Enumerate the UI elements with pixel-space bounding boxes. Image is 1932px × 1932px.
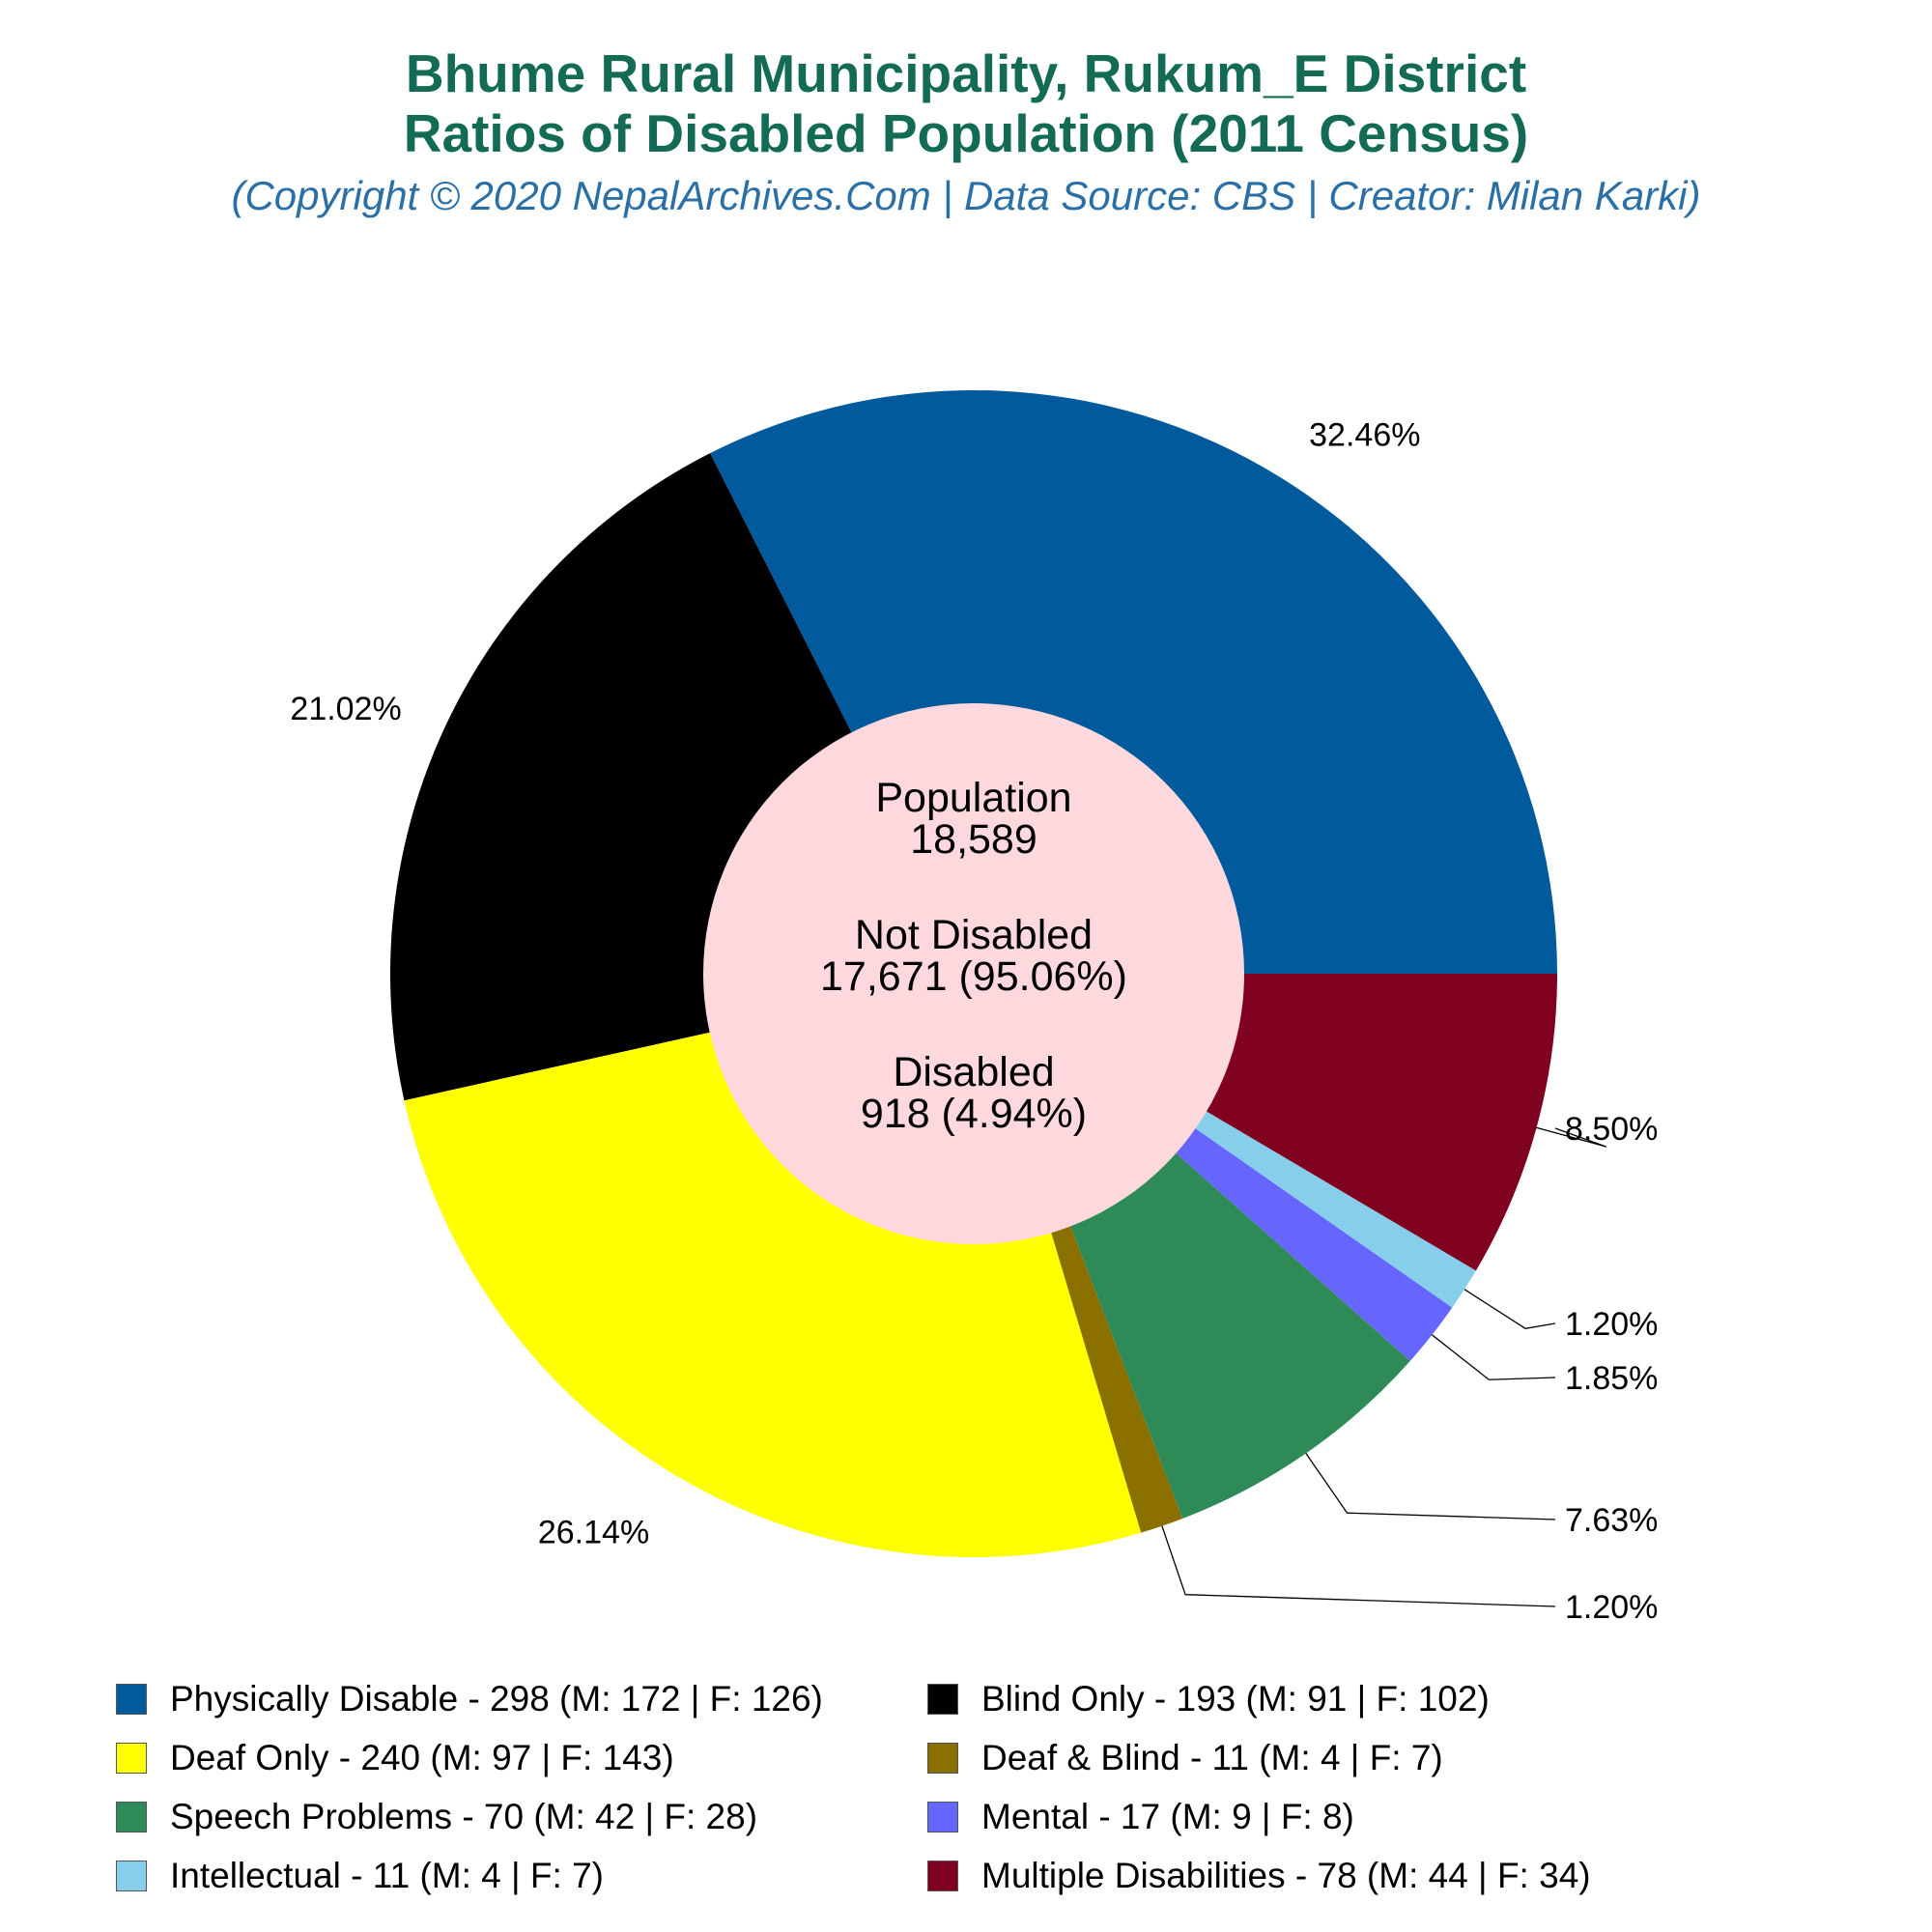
legend-swatch [927, 1743, 958, 1774]
legend-item-deaf-only [116, 1735, 674, 1781]
center-population-value: 18,589 [910, 816, 1037, 863]
center-not-disabled-value: 17,671 (95.06%) [820, 953, 1127, 1000]
leader-line-intellectual [1464, 1290, 1555, 1329]
legend-item-physically-disable [116, 1676, 823, 1722]
legend-swatch [927, 1802, 958, 1833]
pct-label-multiple-disabilities: 8.50% [1565, 1111, 1659, 1148]
legend-swatch [927, 1861, 958, 1891]
legend-label: Mental - 17 (M: 9 | F: 8) [981, 1797, 1354, 1836]
pct-label-speech-problems: 7.63% [1565, 1502, 1659, 1539]
legend-swatch [116, 1802, 147, 1833]
pct-label-physically-disable: 32.46% [1309, 416, 1421, 454]
pct-label-mental: 1.85% [1565, 1360, 1659, 1397]
chart-title-line2: Ratios of Disabled Population (2011 Census) [403, 103, 1529, 163]
center-not-disabled-label: Not Disabled [854, 912, 1094, 958]
legend-swatch [116, 1684, 147, 1715]
pct-label-blind-only: 21.02% [290, 690, 402, 727]
chart-subtitle: (Copyright © 2020 NepalArchives.Com | Data Source: CBS | Creator: Milan Karki) [231, 173, 1701, 218]
pct-label-deaf-only: 26.14% [537, 1514, 650, 1551]
legend-label: Intellectual - 11 (M: 4 | F: 7) [170, 1856, 604, 1895]
center-population-label: Population [875, 775, 1072, 821]
legend-label: Blind Only - 193 (M: 91 | F: 102) [981, 1679, 1490, 1719]
pct-label-deaf-and-blind: 1.20% [1565, 1589, 1659, 1626]
legend-label: Multiple Disabilities - 78 (M: 44 | F: 34) [981, 1856, 1591, 1895]
legend-label: Deaf Only - 240 (M: 97 | F: 143) [170, 1738, 674, 1777]
chart-title-line1: Bhume Rural Municipality, Rukum_E District [405, 43, 1527, 103]
legend-item-speech-problems [116, 1794, 757, 1840]
legend-label: Speech Problems - 70 (M: 42 | F: 28) [170, 1797, 758, 1836]
legend-item-multiple-disabilities [927, 1853, 1591, 1899]
legend-swatch [116, 1743, 147, 1774]
legend-swatch [927, 1684, 958, 1715]
legend-item-mental [927, 1794, 1354, 1840]
legend-label: Physically Disable - 298 (M: 172 | F: 126) [170, 1679, 823, 1719]
center-disabled-value: 918 (4.94%) [860, 1091, 1088, 1137]
center-disabled-label: Disabled [893, 1049, 1055, 1095]
leader-line-deaf-and-blind [1162, 1526, 1555, 1606]
legend-item-blind-only [927, 1676, 1490, 1722]
pct-label-intellectual: 1.20% [1565, 1306, 1659, 1343]
legend-item-deaf-and-blind [927, 1735, 1443, 1781]
leader-line-speech-problems [1306, 1454, 1555, 1520]
legend-item-intellectual [116, 1853, 604, 1899]
legend-label: Deaf & Blind - 11 (M: 4 | F: 7) [981, 1738, 1443, 1777]
leader-line-mental [1432, 1335, 1555, 1379]
legend-swatch [116, 1861, 147, 1891]
